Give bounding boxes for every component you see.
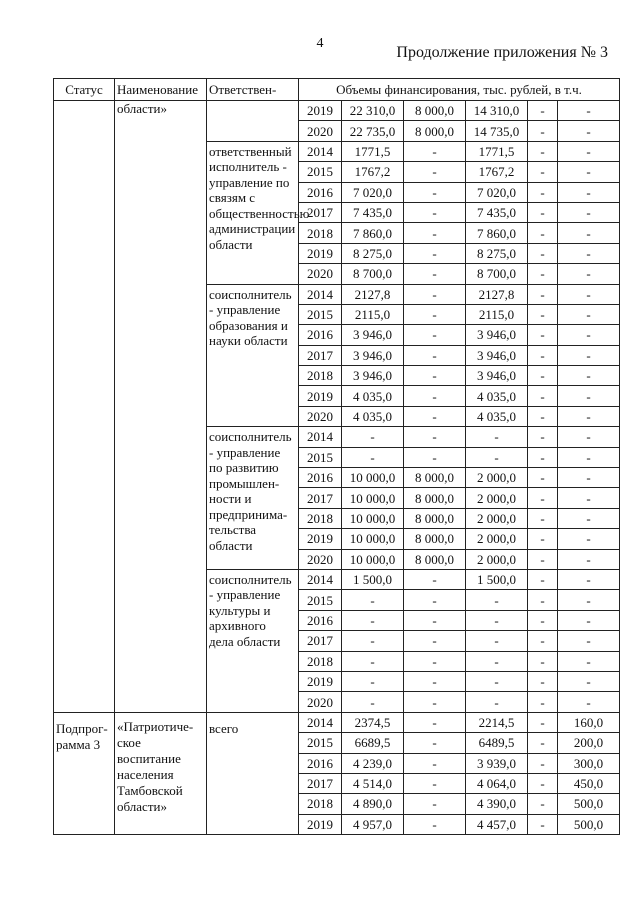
value-cell: - [558,406,620,426]
value-cell: 8 275,0 [342,243,404,263]
value-cell: - [404,264,466,284]
value-cell: - [558,223,620,243]
value-cell: - [558,141,620,161]
year-cell: 2015 [299,304,342,324]
continuation-title: Продолжение приложения № 3 [396,44,608,61]
value-cell: - [528,223,558,243]
year-cell: 2017 [299,202,342,222]
value-cell: 3 946,0 [342,366,404,386]
value-cell: 4 035,0 [342,386,404,406]
year-cell: 2016 [299,325,342,345]
value-cell: - [528,488,558,508]
year-cell: 2016 [299,753,342,773]
value-cell: - [466,651,528,671]
responsible-cell [207,101,299,142]
year-cell: 2016 [299,182,342,202]
name-cell: области» [115,101,207,713]
value-cell: - [558,427,620,447]
year-cell: 2020 [299,406,342,426]
value-cell: - [528,814,558,834]
value-cell: - [528,202,558,222]
year-cell: 2018 [299,651,342,671]
value-cell: - [558,101,620,121]
value-cell: - [342,610,404,630]
value-cell: - [528,569,558,589]
year-cell: 2017 [299,631,342,651]
year-cell: 2019 [299,386,342,406]
year-cell: 2019 [299,101,342,121]
value-cell: 8 700,0 [342,264,404,284]
value-cell: 1771,5 [342,141,404,161]
value-cell: - [404,386,466,406]
year-cell: 2017 [299,488,342,508]
value-cell: - [404,753,466,773]
value-cell: 3 946,0 [342,345,404,365]
value-cell: - [466,590,528,610]
value-cell: - [528,101,558,121]
status-cell: Подпрог- рамма 3 [54,712,115,834]
value-cell: - [466,671,528,691]
year-cell: 2016 [299,468,342,488]
value-cell: - [558,631,620,651]
value-cell: - [558,529,620,549]
value-cell: - [558,590,620,610]
value-cell: - [404,712,466,732]
value-cell: 2 000,0 [466,468,528,488]
value-cell: 8 000,0 [404,508,466,528]
value-cell: - [528,549,558,569]
value-cell: 8 000,0 [404,468,466,488]
value-cell: - [558,488,620,508]
value-cell: 4 514,0 [342,773,404,793]
value-cell: 3 946,0 [466,366,528,386]
value-cell: - [528,141,558,161]
value-cell: - [342,692,404,712]
year-cell: 2015 [299,162,342,182]
responsible-cell: соисполнитель - управление образования и науки области [207,284,299,427]
value-cell: - [528,162,558,182]
value-cell: - [558,243,620,263]
value-cell: - [404,406,466,426]
responsible-cell: ответственный исполнитель - управление по связям с общественностью администрации области [207,141,299,284]
value-cell: - [528,386,558,406]
value-cell: 4 890,0 [342,794,404,814]
value-cell: 2115,0 [342,304,404,324]
value-cell: 10 000,0 [342,488,404,508]
year-cell: 2017 [299,773,342,793]
year-cell: 2020 [299,264,342,284]
name-cell: «Патриотиче- ское воспитание населения Тамбовской области» [115,712,207,834]
value-cell: 7 020,0 [342,182,404,202]
value-cell: 3 946,0 [466,345,528,365]
value-cell: - [558,468,620,488]
value-cell: 22 735,0 [342,121,404,141]
value-cell: - [528,182,558,202]
value-cell: - [528,631,558,651]
value-cell: 2 000,0 [466,488,528,508]
year-cell: 2020 [299,549,342,569]
value-cell: 200,0 [558,733,620,753]
value-cell: - [404,427,466,447]
value-cell: - [528,529,558,549]
value-cell: - [558,386,620,406]
value-cell: - [558,325,620,345]
value-cell: - [404,243,466,263]
value-cell: - [528,304,558,324]
status-cell [54,101,115,713]
value-cell: 10 000,0 [342,529,404,549]
value-cell: 6489,5 [466,733,528,753]
header-name: Наименование [115,79,207,101]
value-cell: - [558,671,620,691]
value-cell: - [404,733,466,753]
funding-table [53,78,620,835]
value-cell: 1 500,0 [466,569,528,589]
value-cell: 14 735,0 [466,121,528,141]
value-cell: - [558,182,620,202]
value-cell: - [558,304,620,324]
value-cell: 300,0 [558,753,620,773]
value-cell: 2127,8 [466,284,528,304]
value-cell: - [528,692,558,712]
year-cell: 2014 [299,712,342,732]
value-cell: 500,0 [558,814,620,834]
value-cell: - [558,610,620,630]
value-cell: - [528,508,558,528]
value-cell: - [342,631,404,651]
value-cell: 10 000,0 [342,508,404,528]
value-cell: - [528,773,558,793]
value-cell: 450,0 [558,773,620,793]
value-cell: - [528,712,558,732]
value-cell: - [528,121,558,141]
value-cell: - [528,366,558,386]
year-cell: 2014 [299,141,342,161]
value-cell: - [404,794,466,814]
value-cell: 3 939,0 [466,753,528,773]
value-cell: 8 700,0 [466,264,528,284]
value-cell: 2214,5 [466,712,528,732]
value-cell: - [342,590,404,610]
value-cell: - [404,284,466,304]
value-cell: - [466,631,528,651]
value-cell: 500,0 [558,794,620,814]
value-cell: 1767,2 [342,162,404,182]
value-cell: - [558,549,620,569]
year-cell: 2020 [299,121,342,141]
value-cell: - [528,325,558,345]
year-cell: 2014 [299,569,342,589]
header-row [54,79,620,101]
value-cell: - [404,325,466,345]
value-cell: 7 435,0 [342,202,404,222]
table-row [54,712,620,732]
year-cell: 2019 [299,671,342,691]
value-cell: 8 000,0 [404,549,466,569]
value-cell: - [466,610,528,630]
value-cell: - [558,264,620,284]
value-cell: 4 035,0 [342,406,404,426]
value-cell: - [404,814,466,834]
value-cell: - [404,610,466,630]
value-cell: - [466,447,528,467]
value-cell: - [558,284,620,304]
value-cell: - [528,610,558,630]
value-cell: 4 457,0 [466,814,528,834]
value-cell: 2127,8 [342,284,404,304]
value-cell: - [558,569,620,589]
value-cell: 2374,5 [342,712,404,732]
value-cell: - [404,202,466,222]
value-cell: - [528,794,558,814]
value-cell: - [558,692,620,712]
year-cell: 2019 [299,529,342,549]
value-cell: 8 000,0 [404,101,466,121]
value-cell: - [404,223,466,243]
value-cell: - [342,671,404,691]
year-cell: 2017 [299,345,342,365]
responsible-cell: соисполнитель - управление по развитию промышлен- ности и предпринима- тельства области [207,427,299,570]
value-cell: 3 946,0 [466,325,528,345]
value-cell: - [342,447,404,467]
value-cell: - [528,753,558,773]
year-cell: 2019 [299,814,342,834]
value-cell: - [404,671,466,691]
value-cell: 8 000,0 [404,529,466,549]
value-cell: 2 000,0 [466,549,528,569]
year-cell: 2015 [299,733,342,753]
header-responsible: Ответствен- [207,79,299,101]
value-cell: - [558,508,620,528]
responsible-cell: всего [207,712,299,834]
value-cell: 8 000,0 [404,488,466,508]
value-cell: 4 035,0 [466,386,528,406]
value-cell: 22 310,0 [342,101,404,121]
header-status: Статус [54,79,115,101]
value-cell: - [558,202,620,222]
value-cell: 8 275,0 [466,243,528,263]
value-cell: - [404,182,466,202]
value-cell: 10 000,0 [342,549,404,569]
year-cell: 2018 [299,794,342,814]
year-cell: 2018 [299,508,342,528]
year-cell: 2020 [299,692,342,712]
value-cell: - [404,345,466,365]
value-cell: - [558,651,620,671]
value-cell: 1767,2 [466,162,528,182]
value-cell: 10 000,0 [342,468,404,488]
value-cell: 7 435,0 [466,202,528,222]
value-cell: 6689,5 [342,733,404,753]
value-cell: 2 000,0 [466,529,528,549]
year-cell: 2016 [299,610,342,630]
value-cell: - [404,651,466,671]
value-cell: 8 000,0 [404,121,466,141]
value-cell: 4 390,0 [466,794,528,814]
year-cell: 2018 [299,223,342,243]
value-cell: - [404,590,466,610]
value-cell: 1771,5 [466,141,528,161]
value-cell: - [404,569,466,589]
year-cell: 2015 [299,447,342,467]
table-row [54,101,620,121]
value-cell: - [404,692,466,712]
value-cell: - [528,468,558,488]
value-cell: - [528,671,558,691]
value-cell: - [342,651,404,671]
value-cell: - [528,651,558,671]
header-funding: Объемы финансирования, тыс. рублей, в т.ч. [299,79,620,101]
value-cell: 4 957,0 [342,814,404,834]
value-cell: - [528,447,558,467]
responsible-cell: соисполнитель - управление культуры и архивного дела области [207,569,299,712]
value-cell: 2115,0 [466,304,528,324]
year-cell: 2018 [299,366,342,386]
value-cell: 4 064,0 [466,773,528,793]
value-cell: - [558,447,620,467]
value-cell: - [528,590,558,610]
value-cell: - [404,447,466,467]
value-cell: 160,0 [558,712,620,732]
value-cell: - [466,692,528,712]
value-cell: - [558,121,620,141]
value-cell: - [558,366,620,386]
value-cell: 14 310,0 [466,101,528,121]
value-cell: - [528,345,558,365]
year-cell: 2014 [299,284,342,304]
value-cell: - [404,631,466,651]
year-cell: 2014 [299,427,342,447]
value-cell: - [558,345,620,365]
value-cell: - [528,284,558,304]
value-cell: - [528,733,558,753]
value-cell: - [558,162,620,182]
value-cell: 1 500,0 [342,569,404,589]
value-cell: - [404,366,466,386]
value-cell: - [404,304,466,324]
value-cell: 4 239,0 [342,753,404,773]
value-cell: - [404,162,466,182]
year-cell: 2019 [299,243,342,263]
page-number: 4 [316,36,324,51]
value-cell: - [528,243,558,263]
value-cell: - [466,427,528,447]
value-cell: - [404,141,466,161]
value-cell: - [528,264,558,284]
value-cell: - [342,427,404,447]
value-cell: 2 000,0 [466,508,528,528]
value-cell: 3 946,0 [342,325,404,345]
year-cell: 2015 [299,590,342,610]
value-cell: 7 860,0 [466,223,528,243]
value-cell: - [528,406,558,426]
value-cell: 4 035,0 [466,406,528,426]
value-cell: 7 020,0 [466,182,528,202]
value-cell: 7 860,0 [342,223,404,243]
value-cell: - [528,427,558,447]
value-cell: - [404,773,466,793]
